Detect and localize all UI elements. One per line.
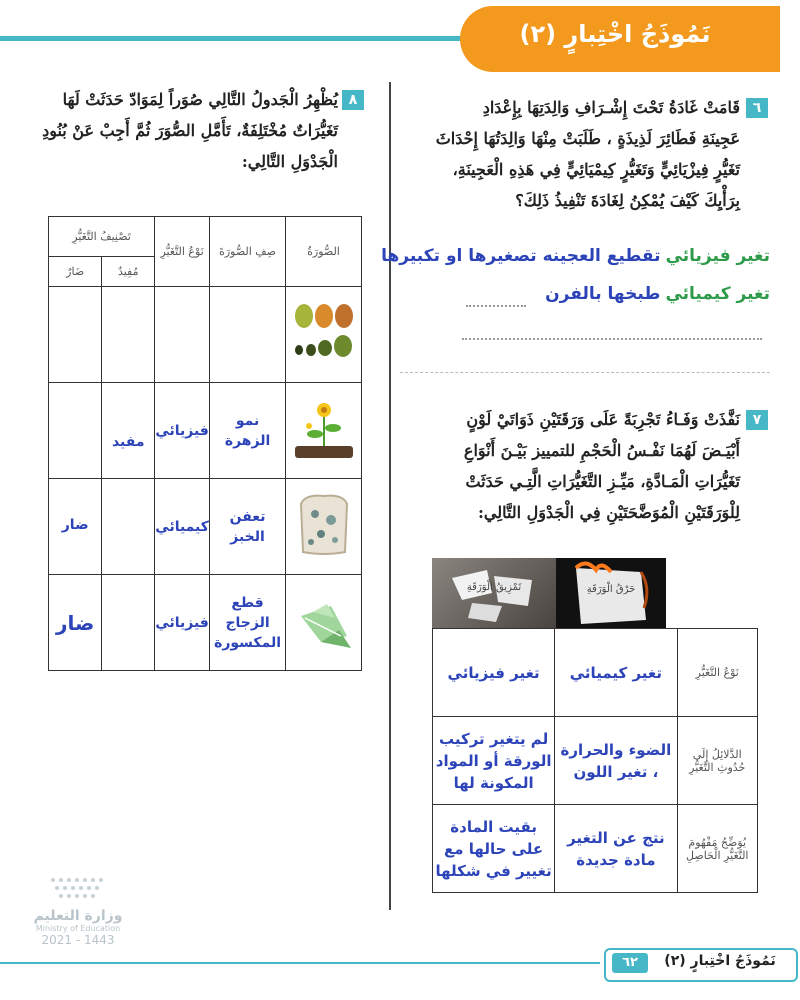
- header-divider: [0, 36, 470, 41]
- row-type: كيميائي: [155, 518, 209, 535]
- header-classification: تَصْنِيفُ التَّغَيُّرِ: [49, 217, 155, 257]
- table-cell: [555, 717, 677, 805]
- row-harmful: ضار: [56, 610, 95, 635]
- question-7-table: [432, 628, 758, 893]
- table-cell: [155, 479, 210, 575]
- table-row: [49, 383, 362, 479]
- table-row: [49, 287, 362, 383]
- tear-evidence: لم يتغير تركيب الورقة أو المواد المكونة لها: [435, 729, 552, 792]
- question-8-text: [40, 84, 338, 177]
- footer-divider: [0, 962, 600, 964]
- row-type: فيزيائي: [155, 422, 209, 439]
- table-row: [49, 479, 362, 575]
- burning-paper-label: حَرْقُ الْوَرَقَةِ: [586, 584, 636, 595]
- question-6-line: عَجِينَةِ فَطَائِرَ لَذِيذَةٍ ، طَلَبَتْ مِنْهَا وَالِدَتُهَا إِحْدَاثَ: [435, 129, 740, 148]
- table-cell: [102, 383, 155, 479]
- table-cell: [433, 805, 555, 893]
- header-picture: الصُّورَةُ: [286, 217, 362, 287]
- section-separator: [400, 372, 770, 374]
- ministry-emblem-icon: [43, 872, 113, 904]
- table-cell: [210, 383, 286, 479]
- torn-paper-image: [432, 558, 556, 628]
- row-description: تعفن الخبز: [229, 508, 266, 545]
- question-8-line: الْجَدْوَلِ التَّالِي:: [241, 152, 338, 171]
- table-cell: [49, 287, 102, 383]
- ministry-name-en: Ministry of Education: [35, 924, 121, 933]
- table-cell: [102, 479, 155, 575]
- question-7-line: نَفَّذَتْ وَفَـاءُ تَجْرِبَةً عَلَى وَرَقَتَيْنِ ذَوَاتَيْ لَوْنٍ: [466, 410, 740, 429]
- question-7-text: [400, 404, 740, 528]
- table-cell: [49, 575, 102, 671]
- row-type: فيزيائي: [155, 614, 209, 631]
- question-8-line: يُظْهِرُ الْجَدولُ التَّالِي صُوَراً لِمَوَادّ حَدَثَتْ لَهَا: [62, 90, 338, 109]
- page-title: نَمُوذَجُ اخْتِبارٍ (٢): [519, 20, 711, 48]
- table-cell: [210, 479, 286, 575]
- tear-concept: بقيت المادة على حالها مع تغيير في شكلها: [435, 817, 552, 880]
- table-cell: [433, 629, 555, 717]
- answer-chemical-text: طبخها بالفرن: [545, 284, 661, 304]
- row-description: قطع الزجاج المكسورة: [214, 594, 282, 651]
- question-6-line: بِرَأْيِكَ كَيْفَ يُمْكِنُ لِغَادَةَ تَنْفِيذُ ذَلِكَ؟: [515, 191, 740, 210]
- table-cell: [155, 575, 210, 671]
- burn-type: تغير كيميائي: [569, 663, 662, 682]
- tear-type: تغير فيزيائي: [447, 663, 540, 682]
- row-harmful: ضار: [61, 517, 89, 533]
- table-cell: [433, 717, 555, 805]
- header-change-type: نَوْعُ التَّغَيُّرِ: [155, 217, 210, 287]
- row-description: نمو الزهرة: [224, 412, 271, 449]
- table-cell: [49, 383, 102, 479]
- table-cell: [102, 287, 155, 383]
- column-divider: [389, 82, 391, 910]
- footer-title: نَمُوذَجُ اخْتِبارٍ (٢): [664, 953, 776, 969]
- table-cell: [210, 287, 286, 383]
- table-cell: [555, 629, 677, 717]
- broken-glass-image: [286, 575, 362, 671]
- answer-chemical-label: تغير كيميائي: [665, 284, 770, 304]
- answer-physical-label: تغير فيزيائي: [665, 246, 770, 266]
- table-row: [49, 575, 362, 671]
- burn-evidence: الضوء والحرارة ، تغير اللون: [560, 740, 672, 781]
- flower-growth-image: [286, 383, 362, 479]
- question-8-table: [48, 216, 362, 671]
- answer-dotted-line: [466, 305, 526, 307]
- question-6-answer-1: [318, 246, 770, 266]
- question-7-line: لِلْوَرَقَتَيْنِ الْمُوَضَّحَتَيْنِ فِي الْجَدْوَلِ التَّالِي:: [477, 503, 740, 522]
- question-8-number: ٨: [342, 90, 364, 110]
- ministry-logo: [18, 872, 138, 947]
- torn-paper-label: تَمْزِيقُ الْوَرَقَةِ: [466, 582, 522, 593]
- row-header-concept: يُوَضِّحُ مَفْهُومَ التَّغَيُّرِ الْحَاصِلِ: [677, 805, 757, 893]
- fruit-ripening-image: [286, 287, 362, 383]
- answer-physical-text: تقطيع العجينه تصغيرها او تكبيرها: [381, 246, 661, 266]
- question-7-line: تَغَيُّرَاتِ الْمَـادَّةِ، مَيِّـزِ التَّغَيُّرَاتِ الَّتِـي حَدَثَتْ: [465, 472, 740, 491]
- header-description: صِفِ الصُّورَةَ: [210, 217, 286, 287]
- header-useful: مُفِيدٌ: [102, 257, 155, 287]
- answer-dotted-line: [462, 338, 762, 340]
- page-number: ٦٢: [612, 953, 648, 973]
- question-6-line: تَغَيُّرٍ فِيزْيَائِيٍّ وَتَغَيُّرٍ كِيمْيَائِيٍّ فِي هَذِهِ الْعَجِينَةِ،: [452, 160, 740, 179]
- question-6-answer-2: [420, 284, 770, 304]
- row-header-evidence: الدَّلائِلُ إِلَى حُدُوثِ التَّغَيُّرِ: [677, 717, 757, 805]
- burn-concept: نتج عن التغير مادة جديدة: [567, 828, 665, 869]
- table-cell: [555, 805, 677, 893]
- header-harmful: ضَارٌ: [49, 257, 102, 287]
- question-7-number: ٧: [746, 410, 768, 430]
- question-7-line: أَبْيَـضَ لَهُمَا نَفْـسُ الْحَجْمِ للتمييز بَيْـنَ أَنْوَاعِ: [463, 441, 740, 460]
- question-8-line: تَغَيُّرَاتٌ مُخْتَلِفَةٌ، تَأَمَّلِ الصُّوَرَ ثُمَّ أَجِبْ عَنْ بُنُودِ: [42, 121, 338, 140]
- row-header-type: نَوْعُ التَّغَيُّرِ: [677, 629, 757, 717]
- table-cell: [102, 575, 155, 671]
- ministry-year: 2021 - 1443: [41, 933, 115, 947]
- question-6-number: ٦: [746, 98, 768, 118]
- burning-paper-image: [556, 558, 666, 628]
- table-cell: [49, 479, 102, 575]
- question-6-line: قَامَتْ غَادَةُ تَحْتَ إِشْـرَافِ وَالِدَتِهَا بِإِعْدَادِ: [482, 98, 740, 117]
- table-cell: [155, 383, 210, 479]
- question-6-text: [400, 92, 740, 216]
- ministry-name: وزارة التعليم: [33, 908, 123, 924]
- table-cell: [155, 287, 210, 383]
- moldy-bread-image: [286, 479, 362, 575]
- table-cell: [210, 575, 286, 671]
- row-useful: مفيد: [111, 434, 145, 450]
